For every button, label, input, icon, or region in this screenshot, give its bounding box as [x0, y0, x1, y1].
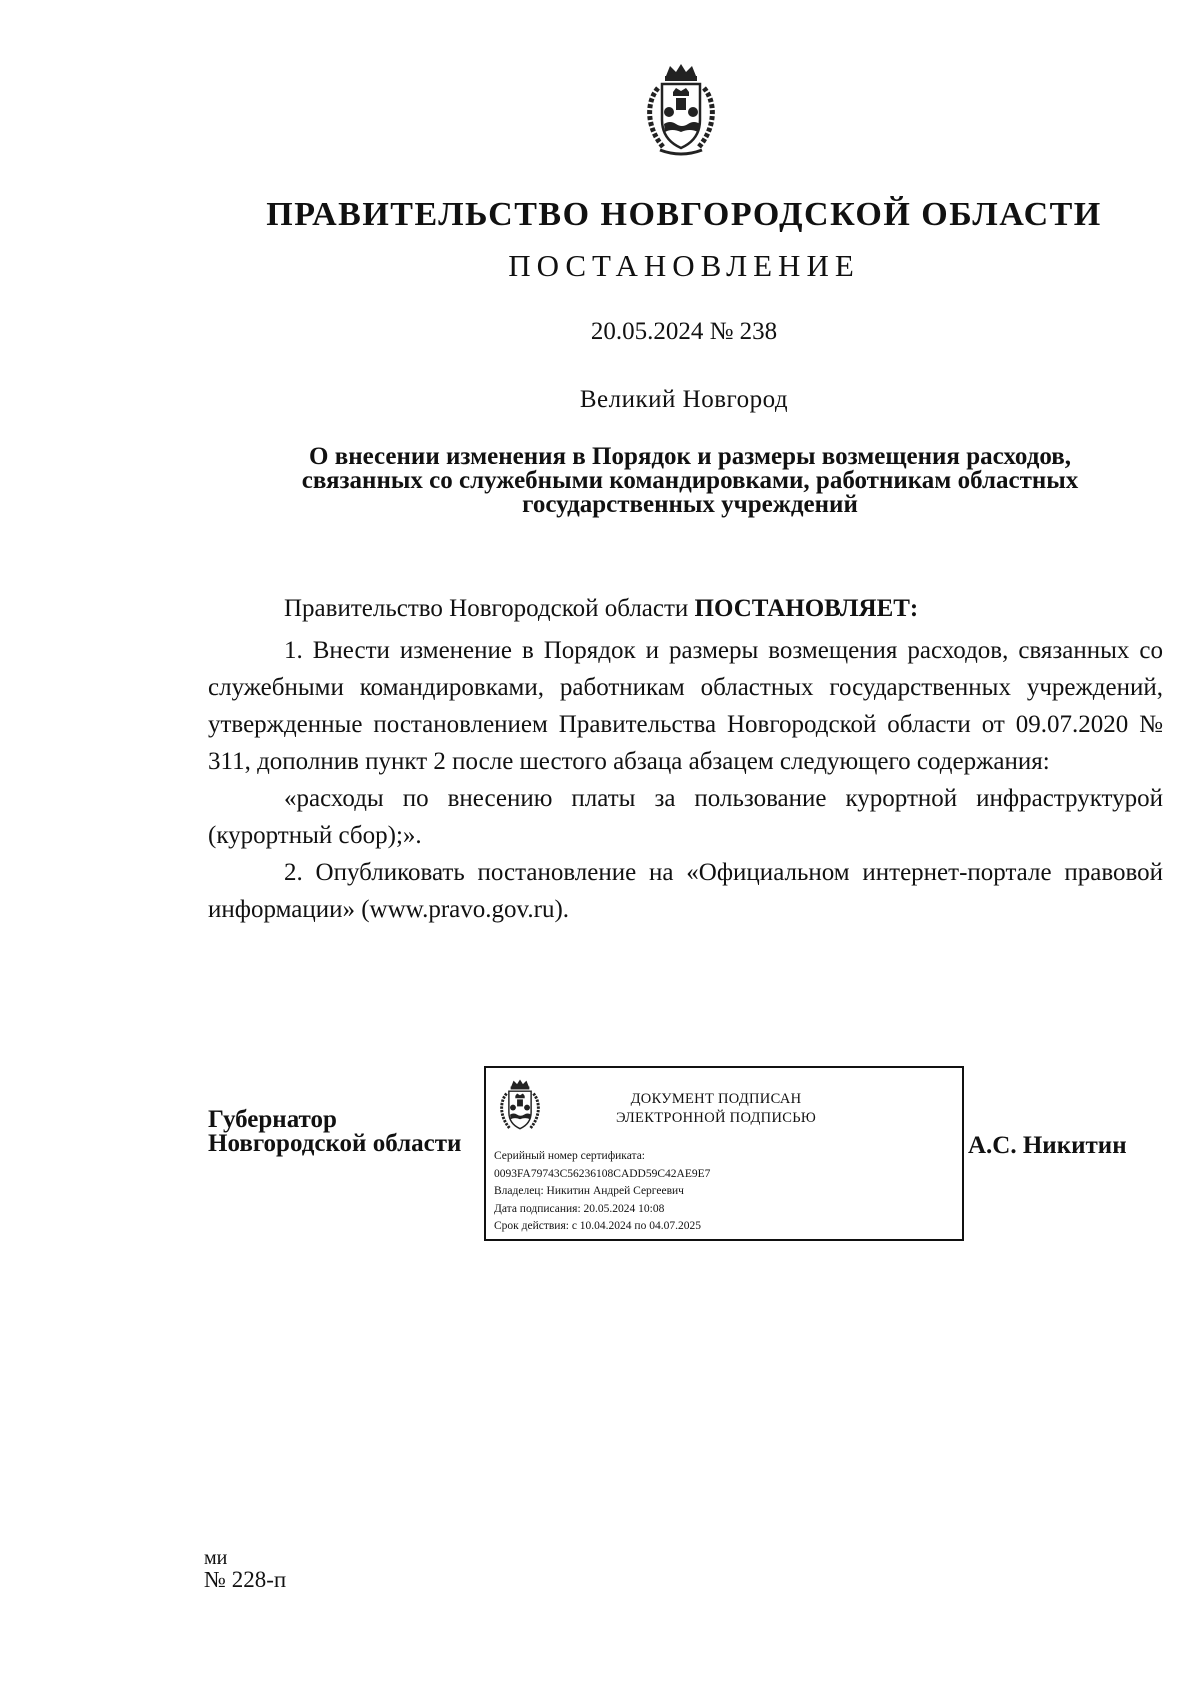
- decree-intro-emphasis: ПОСТАНОВЛЯЕТ:: [694, 595, 919, 622]
- esig-details: [494, 1148, 710, 1236]
- paragraph-quote: «расходы по внесению платы за пользование курортной инфраструктурой (курортный сбор);».: [208, 785, 1163, 849]
- document-city: Великий Новгород: [579, 386, 789, 413]
- novgorod-coat-of-arms-icon: [640, 62, 722, 160]
- document-body: [208, 590, 1163, 928]
- document-type: ПОСТАНОВЛЕНИЕ: [508, 248, 860, 283]
- esig-heading: [566, 1090, 866, 1128]
- paragraph-2: 2. Опубликовать постановление на «Официальном интернет-портале правовой информации» (www.pravo.gov.ru).: [208, 859, 1163, 923]
- document-date-number: 20.05.2024 № 238: [590, 318, 778, 345]
- subject-line: связанных со служебными командировками, работникам областных: [301, 467, 1079, 494]
- signer-position-line: Новгородской области: [208, 1130, 462, 1157]
- government-title: ПРАВИТЕЛЬСТВО НОВГОРОДСКОЙ ОБЛАСТИ: [266, 196, 1102, 233]
- footer-code: [204, 1547, 286, 1591]
- signer-name: А.С. Никитин: [968, 1132, 1127, 1159]
- subject-line: О внесении изменения в Порядок и размеры возмещения расходов,: [309, 443, 1071, 470]
- esig-cert-serial: 0093FA79743C56236108CADD59C42AE9E7: [494, 1167, 711, 1180]
- decree-intro: [284, 590, 1163, 627]
- decree-intro-text: Правительство Новгородской области: [284, 595, 695, 622]
- esig-heading-line: ДОКУМЕНТ ПОДПИСАН: [630, 1091, 802, 1107]
- esig-signed-date: Дата подписания: 20.05.2024 10:08: [494, 1202, 665, 1215]
- esig-cert-label: Серийный номер сертификата:: [494, 1150, 645, 1162]
- document-subject: [200, 445, 1180, 517]
- electronic-signature-stamp: [484, 1066, 964, 1241]
- esig-validity: Срок действия: с 10.04.2024 по 04.07.2025: [494, 1220, 701, 1232]
- signer-position-line: Губернатор: [208, 1106, 337, 1133]
- signer-position: [208, 1108, 461, 1156]
- paragraph-1: 1. Внести изменение в Порядок и размеры возмещения расходов, связанных со служебными командировками, работникам областных государственных учреждений, утвержденные постановлением Правительства Новгородской области от 09.07.2020 № 311, дополнив пункт 2 после шестого абзаца абзацем следующего содержания:: [208, 637, 1163, 775]
- esig-heading-line: ЭЛЕКТРОННОЙ ПОДПИСЬЮ: [615, 1110, 817, 1126]
- subject-line: государственных учреждений: [522, 491, 858, 518]
- novgorod-coat-of-arms-icon: [496, 1078, 544, 1136]
- footer-initials: ми: [204, 1547, 228, 1569]
- footer-number: № 228-п: [204, 1567, 287, 1592]
- esig-owner: Владелец: Никитин Андрей Сергеевич: [494, 1185, 684, 1197]
